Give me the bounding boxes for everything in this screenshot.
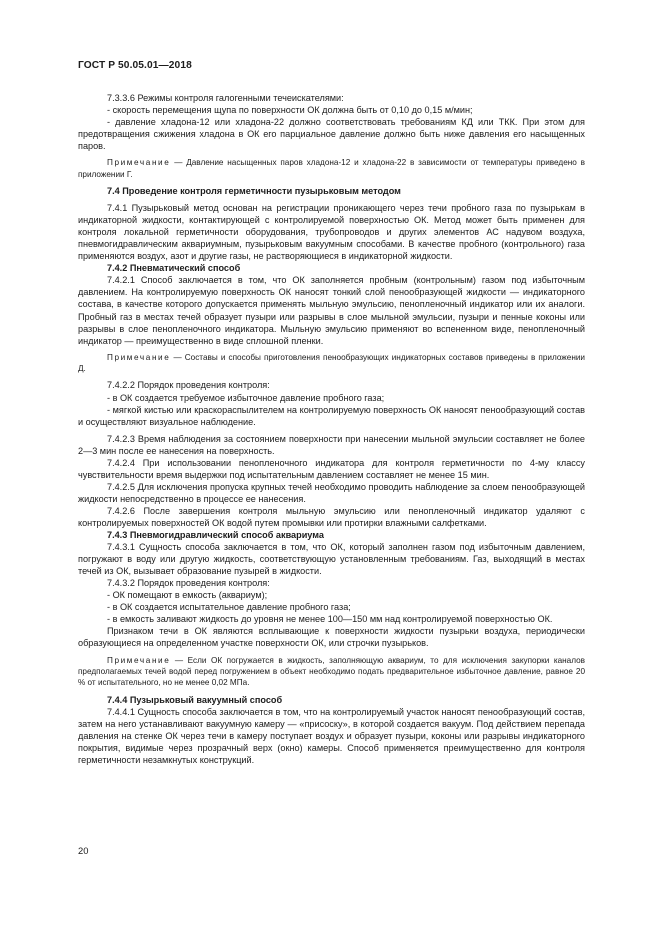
note-text: — Если ОК погружается в жидкость, заполняющую аквариум, то для исключения закупорки каналов предполагаемых течей водой перед погружением в объект необходимо подать предварительное избыточное давление, равное 20 % от испытательного, но не менее 0,02 МПа. [78,655,585,688]
paragraph-7-3-3-6: 7.3.3.6 Режимы контроля галогенными течеискателями: [107,93,344,103]
section-heading-7-4: 7.4 Проведение контроля герметичности пузырьковым методом [107,186,401,197]
paragraph-7-4-2-2: 7.4.2.2 Порядок проведения контроля: [107,380,270,391]
paragraph-7-4-4-1: 7.4.4.1 Сущность способа заключается в том, что на контролируемый участок наносят пенообразующий состав, затем на него устанавливают вакуумную камеру — «присоску», в которой создается вакуум. Под действием перепада давления на стенке ОК через течи в камеру поступает воздух и образует пузыри, коконы или разрывы индикаторного покрытия, видимые через прозрачный верх (окно) камеры. Способ применяется преимущественно для контроля герметичности незамкнутых конструкций. [78,706,585,765]
document-body [78,92,585,766]
subsection-heading-7-4-2: 7.4.2 Пневматический способ [107,263,241,274]
subsection-heading-7-4-3: 7.4.3 Пневмогидравлический способ аквариума [107,530,324,541]
note-label: Примечание [107,655,171,665]
paragraph-7-4-1: 7.4.1 Пузырьковый метод основан на регистрации проникающего через течи пробного газа по пузырькам в индикаторной жидкости, контактирующей с контролируемой поверхностью ОК. Метод может быть применен для контроля локальной герметичности оборудования, трубопроводов и других элементов АС надувом воздуха, пневмогидравлическим аквариумным, пузырьковым вакуумным способами. В качестве пробного (контрольного) газа применяются воздух, азот и другие газы, не растворяющиеся в индикаторной жидкости. [78,203,585,262]
paragraph-7-4-3-1: 7.4.3.1 Сущность способа заключается в том, что ОК, который заполнен газом под избыточным давлением, погружают в воду или другую жидкость, соответствующую установленным требованиям. Газ, выходящий в местах течей из ОК, вызывает образование пузырей в жидкости. [78,542,585,577]
list-item-probe-speed: - скорость перемещения щупа по поверхности ОК должна быть от 0,10 до 0,15 м/мин; [107,105,473,116]
note-label: Примечание [107,352,171,362]
note-text: — Давление насыщенных паров хладона-12 и хладона-22 в зависимости от температуры приведено в приложении Г. [78,158,585,179]
page-number: 20 [78,845,89,856]
paragraph-leak-sign: Признаком течи в ОК являются всплывающие к поверхности жидкости пузырьки воздуха, периодически образующиеся на определенном участке поверхности ОК, или строчки пузырьков. [78,626,585,649]
list-item-freon-pressure: - давление хладона-12 или хладона-22 должно соответствовать требованиям КД или ТКК. При этом для предотвращения сжижения хладона в ОК его парциальное давление должно быть ниже давления его насыщенных паров. [78,117,585,152]
paragraph-7-4-2-5: 7.4.2.5 Для исключения пропуска крупных течей необходимо проводить наблюдение за слоем пенообразующей жидкости непосредственно в процессе ее нанесения. [78,481,585,504]
list-item-fill-liquid: - в емкость заливают жидкость до уровня не менее 100—150 мм над контролируемой поверхностью ОК. [107,614,553,625]
paragraph-7-4-2-3: 7.4.2.3 Время наблюдения за состоянием поверхности при нанесении мыльной эмульсии составляет не более 2—3 мин после ее нанесения на поверхность. [78,433,585,456]
paragraph-7-4-3-2: 7.4.3.2 Порядок проведения контроля: [107,578,270,589]
document-header: ГОСТ Р 50.05.01—2018 [78,60,192,71]
list-item-apply-foam: - мягкой кистью или краскораспылителем на контролируемую поверхность ОК наносят пенообразующий состав и осуществляют визуальное наблюдение. [78,404,585,427]
list-item-create-pressure: - в ОК создается требуемое избыточное давление пробного газа; [107,392,385,403]
note-indicator-compositions [78,352,585,375]
note-freon [78,157,585,180]
note-text: — Составы и способы приготовления пенообразующих индикаторных составов приведены в приложении Д. [78,352,585,374]
paragraph-7-4-2-1: 7.4.2.1 Способ заключается в том, что ОК заполняется пробным (контрольным) газом под избыточным давлением. На контролируемую поверхность ОК наносят тонкий слой пенообразующей жидкости — индикаторного состава, в качестве которого допускается применять мыльную эмульсию, пенопленочный индикатор или их аналоги. Пробный газ в местах течей образует пузыри или разрывы в слое мыльной эмульсии, пузыри и пенные коконы или разрывы в слое пенопленочного индикатора. Мыльную эмульсию применяют во вспененном виде, пенопленочный индикатор — преимущественно в виде сплошной пленки. [78,275,585,346]
note-label: Примечание [107,158,171,168]
paragraph-7-4-2-4: 7.4.2.4 При использовании пенопленочного индикатора для контроля герметичности по 4-му классу чувствительности время выдержки под испытательным давлением составляет не менее 15 мин. [78,457,585,480]
list-item-place-in-tank: - ОК помещают в емкость (аквариум); [107,590,268,601]
note-immersion [78,655,585,689]
subsection-heading-7-4-4: 7.4.4 Пузырьковый вакуумный способ [107,694,283,705]
paragraph-7-4-2-6: 7.4.2.6 После завершения контроля мыльную эмульсию или пенопленочный индикатор удаляют с контролируемых поверхностей ОК водой путем промывки или протирки влажными салфетками. [78,505,585,528]
list-item-test-pressure: - в ОК создается испытательное давление пробного газа; [107,602,351,613]
